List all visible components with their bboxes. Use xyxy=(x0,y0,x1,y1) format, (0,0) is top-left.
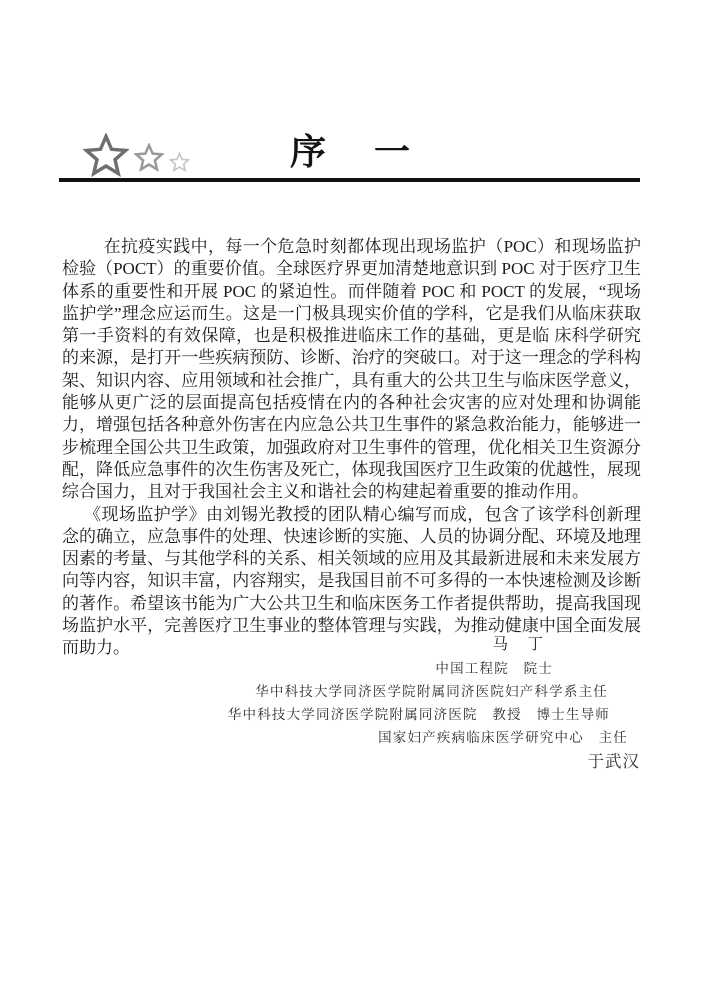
signature-title-line: 华中科技大学同济医学院附属同济医院 教授 博士生导师 xyxy=(227,707,610,722)
preface-body xyxy=(62,236,641,660)
title-divider-rule xyxy=(59,178,640,182)
signature-title-line: 国家妇产疾病临床医学研究中心 主任 xyxy=(378,730,628,745)
paragraph: 在抗疫实践中，每一个危急时刻都体现出现场监护（POC）和现场监护检验（POCT）的重要价值。全球医疗界更加清楚地意识到 POC 对于医疗卫生体系的重要性和开展 POC 的紧迫性。而伴随着 POC 和 POCT 的发展，“现场监护学”理念应运而生。这是一门极具现实价值的学科，它是我们从临床获取第一手资料的有效保障，也是积极推进临床工作的基础，更是临 床科学研究的来源，是打开一些疾病预防、诊断、治疗的突破口。对于这一理念的学科构架、知识内容、应用领域和社会推广，具有重大的公共卫生与临床医学意义，能够从更广泛的层面提高包括疫情在内的各种社会灾害的应对处理和协调能力，增强包括各种意外伤害在内应急公共卫生事件的紧急救治能力，能够进一步梳理全国公共卫生政策，加强政府对卫生事件的管理，优化相关卫生资源分配，降低应急事件的次生伤害及死亡，体现我国医疗卫生政策的优越性，展现综合国力，且对于我国社会主义和谐社会的构建起着重要的推动作用。 xyxy=(62,237,641,502)
signature-block xyxy=(62,633,640,774)
signature-name: 马 丁 xyxy=(492,636,545,653)
page-title: 序 一 xyxy=(289,131,416,172)
paragraph: 《现场监护学》由刘锡光教授的团队精心编写而成，包含了该学科创新理念的确立，应急事件的处理、快速诊断的实施、人员的协调分配、环境及地理因素的考量、与其他学科的关系、相关领域的应用及其最新进展和未来发展方向等内容，知识丰富，内容翔实，是我国目前不可多得的一本快速检测及诊断的著作。希望该书能为广大公共卫生和临床医务工作者提供帮助，提高我国现场监护水平，完善医疗卫生事业的整体管理与实践，为推动健康中国全面发展而助力。 xyxy=(62,504,641,658)
signature-title-line: 华中科技大学同济医学院附属同济医院妇产科学系主任 xyxy=(255,684,608,699)
signature-title-line: 中国工程院 院士 xyxy=(435,661,553,676)
signature-place: 于武汉 xyxy=(587,752,640,771)
